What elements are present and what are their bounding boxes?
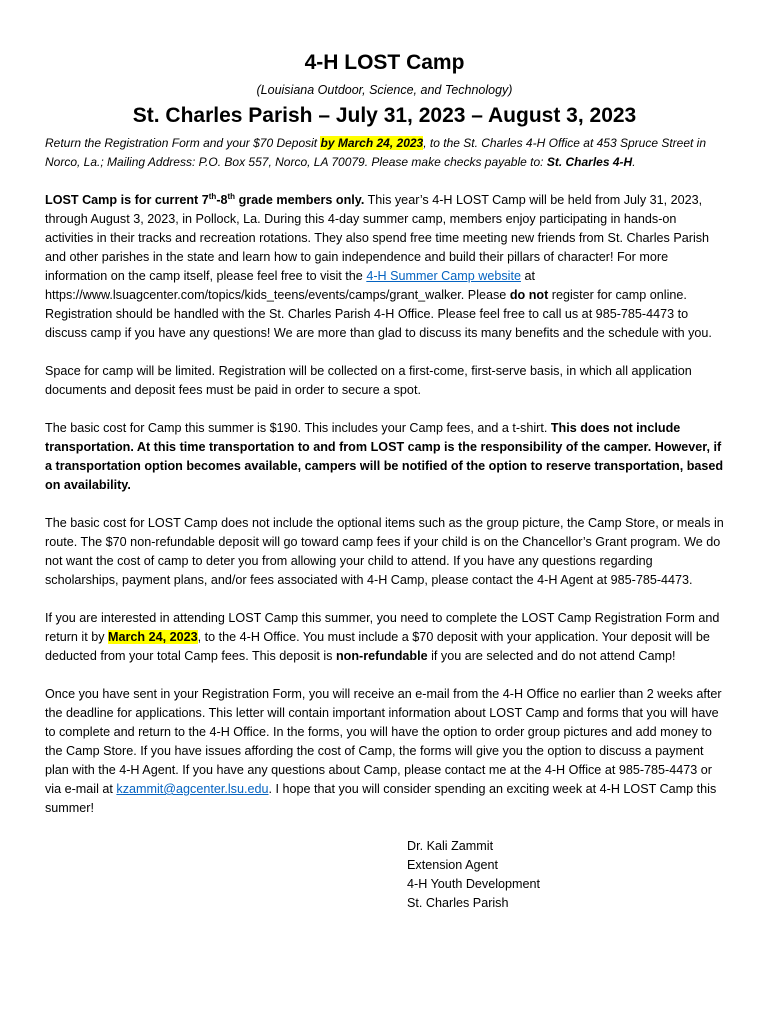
signature-block: [407, 837, 724, 913]
page-subtitle: (Louisiana Outdoor, Science, and Technology): [256, 83, 513, 97]
registration-paragraph: [45, 609, 724, 666]
overview-text: register for camp online. Registration should be handled with the St. Charles Parish 4-H Office. Please feel free to call us at 985-785-4473 to discuss camp if you have any questions! We are more than glad to discuss its many benefits and the schedule with you.: [45, 288, 712, 340]
registration-text: If you are interested in attending LOST Camp this summer, you need to complete the LOST Camp Registration Form and return it by: [45, 611, 720, 644]
registration-text: if you are selected and do not attend Camp!: [427, 649, 676, 663]
next-steps-text: . I hope that you will consider spending an exciting week at 4-H LOST Camp this summer!: [45, 782, 717, 815]
overview-text: This year’s 4-H LOST Camp will be held from July 31, 2023, through August 3, 2023, in Pollock, La. During this 4-day summer camp, members enjoy participating in hands-on activities in their tracks and recreation rotations. They also spend free time meeting new friends from St. Charles Parish and other parishes in the state and learn how to gain independence and build their pillars of character! For more information on the camp itself, please feel free to visit the: [45, 193, 710, 283]
camp-overview-paragraph: [45, 191, 724, 343]
overview-text: at https://www.lsuagcenter.com/topics/kids_teens/events/camps/grant_walker. Please: [45, 269, 535, 302]
cost-paragraph: [45, 419, 724, 495]
signature-department: 4-H Youth Development: [407, 877, 541, 891]
email-link[interactable]: kzammit@agcenter.lsu.edu: [116, 782, 269, 796]
deadline-date-highlight: March 24, 2023: [108, 630, 198, 644]
space-limited-paragraph: Space for camp will be limited. Registration will be collected on a first-come, first-serve basis, in which all application documents and deposit fees must be paid in order to secure a spot.: [45, 364, 692, 397]
do-not-text: do not: [509, 288, 549, 302]
transportation-note: This does not include transportation. At this time transportation to and from LOST camp is the responsibility of the camper. However, if a transportation option becomes available, campers will be notified of the option to reserve transportation, based on availability.: [45, 421, 724, 492]
signature-title: Extension Agent: [407, 858, 499, 872]
intro-text: Return the Registration Form and your $70 Deposit: [45, 136, 321, 150]
signature-name: Dr. Kali Zammit: [407, 839, 494, 853]
signature-parish: St. Charles Parish: [407, 896, 509, 910]
eligibility-part: -8: [216, 193, 228, 207]
registration-text: , to the 4-H Office. You must include a $70 deposit with your application. Your deposit will be deducted from your total Camp fees. This deposit is: [45, 630, 710, 663]
eligibility-text: [45, 193, 364, 207]
cost-text: The basic cost for Camp this summer is $190. This includes your Camp fees, and a t-shirt.: [45, 421, 551, 435]
superscript: th: [208, 191, 217, 201]
summer-camp-website-link[interactable]: 4-H Summer Camp website: [366, 269, 521, 283]
eligibility-part: grade members only.: [235, 193, 365, 207]
eligibility-part: LOST Camp is for current 7: [45, 193, 209, 207]
page-title: 4-H LOST Camp: [304, 51, 465, 74]
deadline-highlight: by March 24, 2023: [320, 136, 424, 150]
next-steps-text: Once you have sent in your Registration Form, you will receive an e-mail from the 4-H Office no earlier than 2 weeks after the deadline for applications. This letter will contain important information about LOST Camp and forms that you will have to complete and return to the 4-H Office. In the forms, you will have the option to order group pictures and add money to the Camp Store. If you have issues affording the cost of Camp, the forms will give you the option to discuss a payment plan with the 4-H Agent. If you have any questions about Camp, please contact me at the 4-H Office at 985-785-4473 or via e-mail at: [45, 687, 722, 796]
optional-items-paragraph: The basic cost for LOST Camp does not include the optional items such as the group picture, the Camp Store, or meals in route. The $70 non-refundable deposit will go toward camp fees if your child is on the Chancellor’s Grant program. We do not want the cost of camp to deter you from allowing your child to attend. If you have any questions regarding scholarships, payment plans, and/or fees associated with 4-H Camp, please contact the 4-H Agent at 985-785-4473.: [45, 516, 724, 587]
intro-text: , to the St. Charles 4-H Office at 453 Spruce Street in Norco, La.; Mailing Address: P.O. Box 557, Norco, LA 70079. Please make checks payable to:: [45, 136, 707, 169]
superscript: th: [227, 191, 236, 201]
non-refundable-text: non-refundable: [335, 649, 428, 663]
next-steps-paragraph: [45, 685, 724, 818]
camp-dates-heading: St. Charles Parish – July 31, 2023 – August 3, 2023: [132, 104, 637, 127]
intro-text: .: [632, 155, 636, 169]
intro-paragraph: [45, 134, 724, 172]
payable-to: St. Charles 4-H: [546, 155, 633, 169]
